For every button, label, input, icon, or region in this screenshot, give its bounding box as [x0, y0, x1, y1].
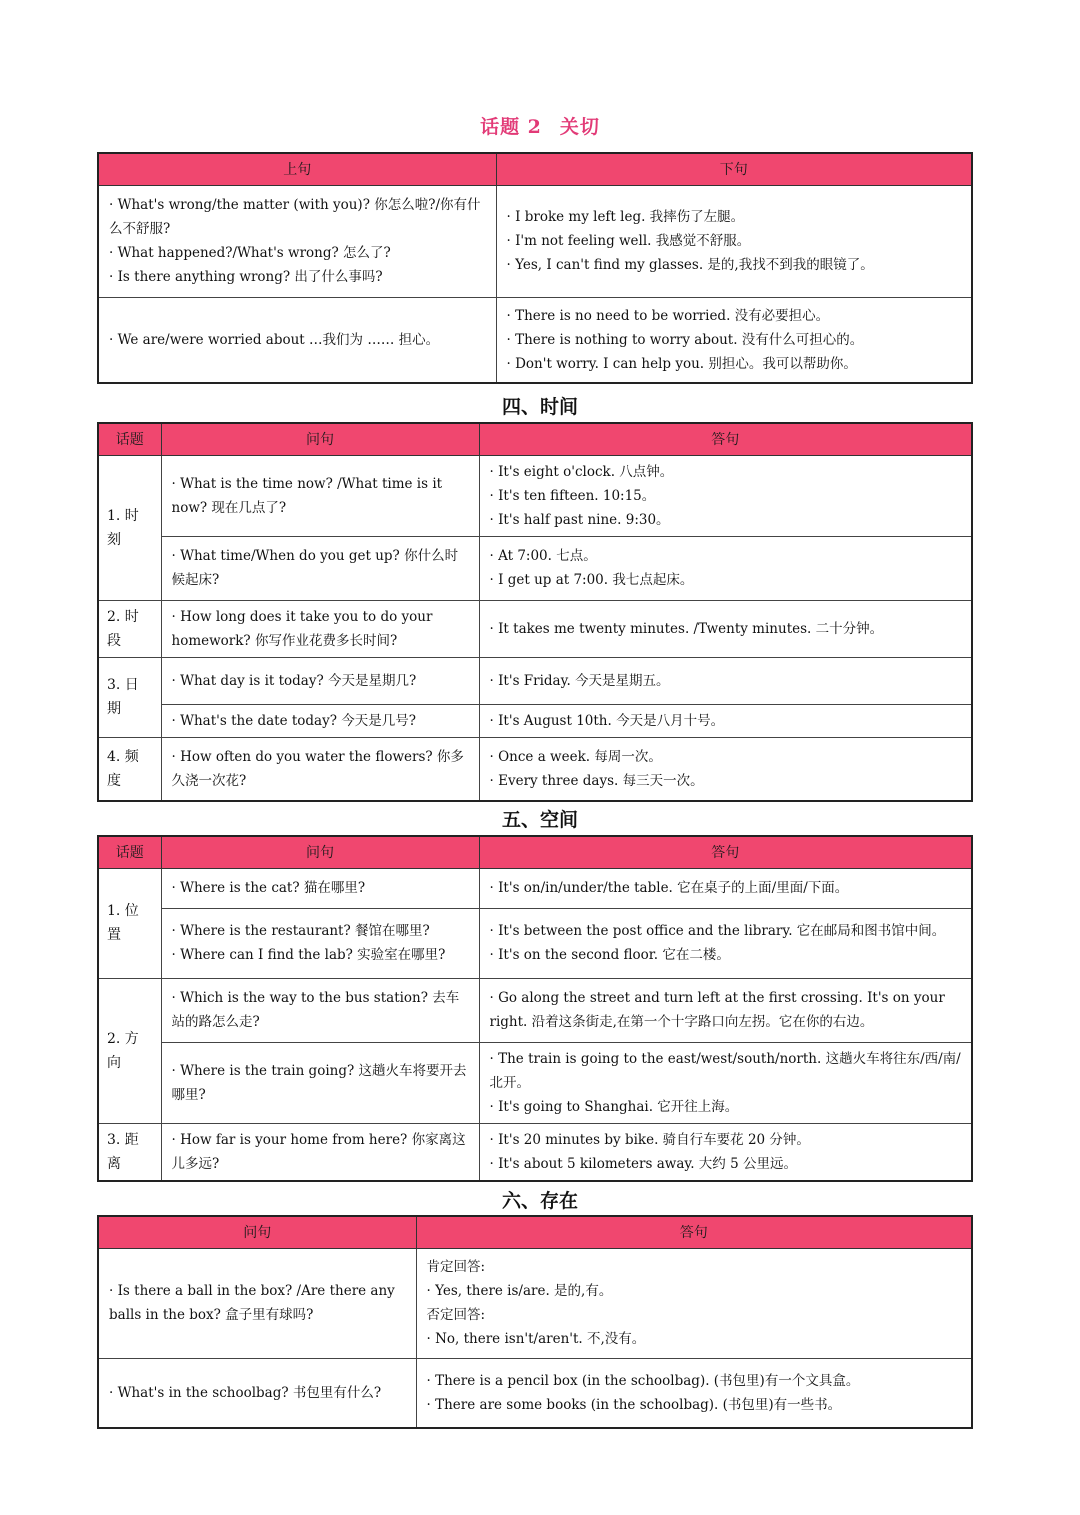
answer-cell	[479, 978, 972, 1042]
question-cell	[161, 600, 479, 657]
header-answer: 答句	[479, 836, 972, 868]
answer-cell	[479, 737, 972, 801]
sentence: · I'm not feeling well. 我感觉不舒服。	[507, 229, 962, 253]
time-table	[97, 422, 973, 802]
answer: · It's on the second floor. 它在二楼。	[490, 943, 962, 967]
answer-cell	[479, 1123, 972, 1181]
answer: · Once a week. 每周一次。	[490, 745, 962, 769]
topic-cell: 3. 日期	[98, 657, 161, 737]
question-cell	[161, 536, 479, 600]
answer-cell	[479, 657, 972, 704]
answer: · It's half past nine. 9:30。	[490, 508, 962, 532]
topic-cell: 1. 位置	[98, 868, 161, 978]
question: · What time/When do you get up? 你什么时候起床?	[172, 544, 469, 592]
header-question: 问句	[161, 423, 479, 455]
answer: · It's between the post office and the library. 它在邮局和图书馆中间。	[490, 919, 962, 943]
topic-number: 话题 2	[480, 116, 542, 138]
section-title-space: 五、空间	[501, 809, 578, 831]
answer: · It's about 5 kilometers away. 大约 5 公里远。	[490, 1152, 962, 1176]
topic-cell: 4. 频度	[98, 737, 161, 801]
question: · What's in the schoolbag? 书包里有什么?	[109, 1381, 406, 1405]
header-first-sentence: 上句	[98, 153, 496, 185]
answer: · There are some books (in the schoolbag). (书包里)有一些书。	[427, 1393, 962, 1417]
question: · What's the date today? 今天是几号?	[172, 709, 469, 733]
question: · How often do you water the flowers? 你多久浇一次花?	[172, 745, 469, 793]
topic-cell: 2. 方向	[98, 978, 161, 1123]
answer: · It's Friday. 今天是星期五。	[490, 669, 962, 693]
topic-cell: 1. 时刻	[98, 455, 161, 600]
answer: · Go along the street and turn left at the first crossing. It's on your right. 沿着这条街走,在第一个十字路口向左拐。它在你的右边。	[490, 986, 962, 1034]
question: · Where is the cat? 猫在哪里?	[172, 876, 469, 900]
answer-cell	[479, 536, 972, 600]
concern-row-1-right	[496, 185, 972, 297]
answer-cell	[479, 1042, 972, 1123]
answer: · It's eight o'clock. 八点钟。	[490, 460, 962, 484]
answer: · No, there isn't/aren't. 不,没有。	[427, 1327, 962, 1351]
sentence: · What's wrong/the matter (with you)? 你怎么啦?/你有什么不舒服?	[109, 193, 486, 241]
answer: · Every three days. 每三天一次。	[490, 769, 962, 793]
negative-label: 否定回答:	[426, 1307, 486, 1323]
section-title-existence: 六、存在	[501, 1190, 578, 1212]
answer: · It's 20 minutes by bike. 骑自行车要花 20 分钟。	[490, 1128, 962, 1152]
answer: · The train is going to the east/west/south/north. 这趟火车将往东/西/南/北开。	[490, 1047, 962, 1095]
question: · Where is the restaurant? 餐馆在哪里?	[172, 919, 469, 943]
question: · Where is the train going? 这趟火车将要开去哪里?	[172, 1059, 469, 1107]
concern-row-2-left	[98, 297, 496, 383]
header-answer: 答句	[416, 1216, 972, 1248]
question-cell	[161, 868, 479, 908]
answer-cell	[416, 1248, 972, 1358]
topic-cell: 3. 距离	[98, 1123, 161, 1181]
answer: · It's August 10th. 今天是八月十号。	[490, 709, 962, 733]
sentence: · There is nothing to worry about. 没有什么可担心的。	[507, 328, 962, 352]
question-cell	[161, 978, 479, 1042]
concern-row-1-left	[98, 185, 496, 297]
answer: · It's ten fifteen. 10:15。	[490, 484, 962, 508]
question: · Which is the way to the bus station? 去车站的路怎么走?	[172, 986, 469, 1034]
header-next-sentence: 下句	[496, 153, 972, 185]
concern-row-2-right	[496, 297, 972, 383]
header-topic: 话题	[98, 423, 161, 455]
answer-cell	[479, 600, 972, 657]
question: · How long does it take you to do your homework? 你写作业花费多长时间?	[172, 605, 469, 653]
question-cell	[161, 1123, 479, 1181]
answer-cell	[416, 1358, 972, 1428]
question-cell	[161, 704, 479, 737]
header-topic: 话题	[98, 836, 161, 868]
section-title-time: 四、时间	[501, 396, 578, 418]
answer-cell	[479, 908, 972, 978]
sentence: · Is there anything wrong? 出了什么事吗?	[109, 265, 486, 289]
header-answer: 答句	[479, 423, 972, 455]
answer: · It's going to Shanghai. 它开往上海。	[490, 1095, 962, 1119]
answer-cell	[479, 704, 972, 737]
header-question: 问句	[98, 1216, 416, 1248]
question-cell	[161, 737, 479, 801]
sentence: · Yes, I can't find my glasses. 是的,我找不到我的眼镜了。	[507, 253, 962, 277]
topic-cell: 2. 时段	[98, 600, 161, 657]
question: · Is there a ball in the box? /Are there any balls in the box? 盒子里有球吗?	[109, 1279, 406, 1327]
answer-cell	[479, 455, 972, 536]
answer: · There is a pencil box (in the schoolbag). (书包里)有一个文具盒。	[427, 1369, 962, 1393]
sentence: · What happened?/What's wrong? 怎么了?	[109, 241, 486, 265]
sentence: · There is no need to be worried. 没有必要担心。	[507, 304, 962, 328]
question: · Where can I find the lab? 实验室在哪里?	[172, 943, 469, 967]
existence-table	[97, 1215, 973, 1429]
header-question: 问句	[161, 836, 479, 868]
topic-name: 关切	[559, 116, 600, 138]
sentence: · Don't worry. I can help you. 别担心。我可以帮助你。	[507, 352, 962, 376]
question-cell	[98, 1358, 416, 1428]
answer: · Yes, there is/are. 是的,有。	[427, 1279, 962, 1303]
question: · What day is it today? 今天是星期几?	[172, 669, 469, 693]
answer: · It takes me twenty minutes. /Twenty minutes. 二十分钟。	[490, 617, 962, 641]
answer-cell	[479, 868, 972, 908]
question-cell	[161, 908, 479, 978]
space-table	[97, 835, 973, 1182]
answer: · I get up at 7:00. 我七点起床。	[490, 568, 962, 592]
answer: · At 7:00. 七点。	[490, 544, 962, 568]
question-cell	[161, 657, 479, 704]
sentence: · We are/were worried about …我们为 …… 担心。	[109, 328, 486, 352]
question-cell	[161, 1042, 479, 1123]
page-title	[0, 112, 1080, 139]
question-cell	[98, 1248, 416, 1358]
question-cell	[161, 455, 479, 536]
answer: · It's on/in/under/the table. 它在桌子的上面/里面/下面。	[490, 876, 962, 900]
affirmative-label: 肯定回答:	[426, 1259, 486, 1275]
question: · What is the time now? /What time is it now? 现在几点了?	[172, 472, 469, 520]
concern-table	[97, 152, 973, 384]
question: · How far is your home from here? 你家离这儿多远?	[172, 1128, 469, 1176]
sentence: · I broke my left leg. 我摔伤了左腿。	[507, 205, 962, 229]
